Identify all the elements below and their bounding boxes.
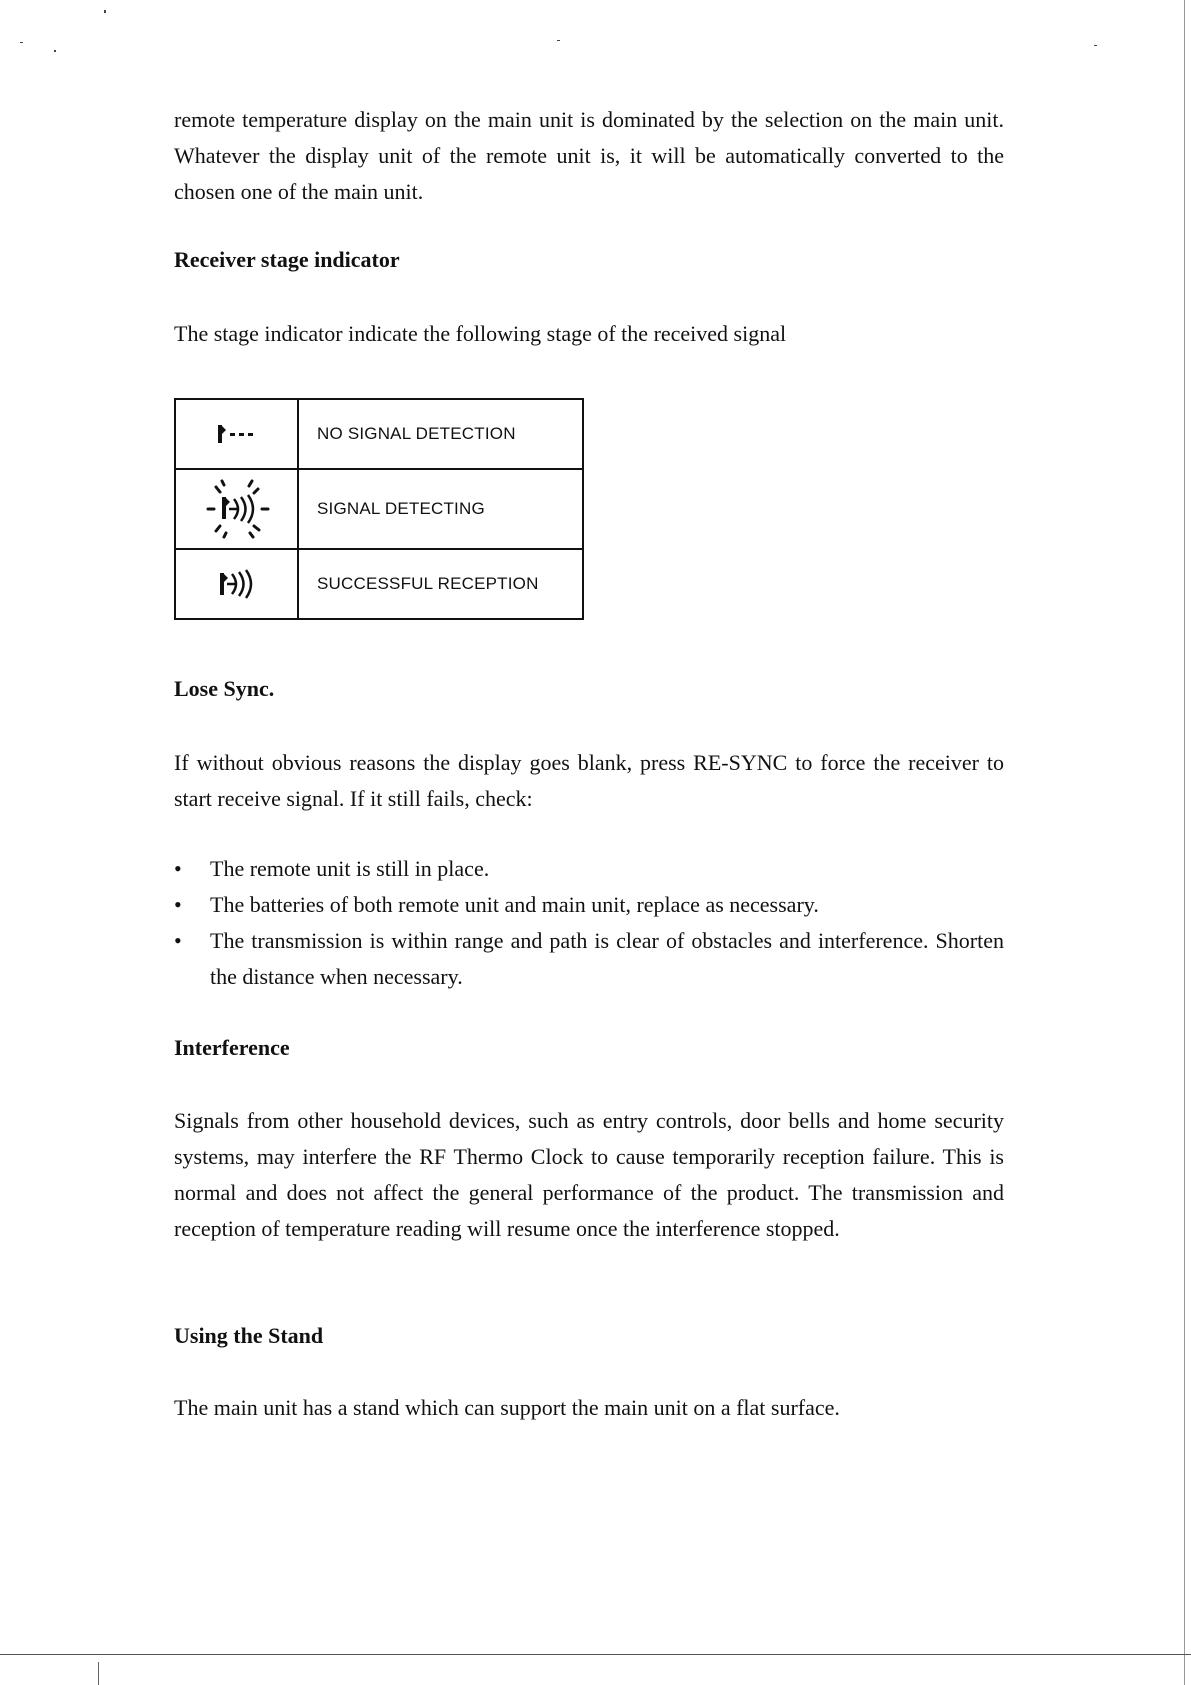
interference-heading: Interference (174, 1035, 290, 1060)
table-row (175, 469, 583, 549)
intro-paragraph: remote temperature display on the main unit is dominated by the selection on the main unit. Whatever the display unit of the remote unit is, it will be automatically converted to the chosen one of the main unit. (174, 107, 1004, 204)
no-signal-icon (176, 422, 297, 446)
stage-indicator-table (174, 398, 584, 620)
lose-sync-checklist (174, 851, 1004, 995)
signal-received-icon (176, 569, 297, 599)
signal-detecting-icon (176, 475, 297, 543)
stage-label: SUCCESSFUL RECEPTION (298, 549, 583, 619)
scan-speck (20, 42, 23, 43)
lose-sync-paragraph: If without obvious reasons the display goes blank, press RE-SYNC to force the receiver to start receive signal. If it still fails, check: (174, 750, 1004, 811)
scan-bottom-line (0, 1654, 1191, 1655)
list-item: • The transmission is within range and path is clear of obstacles and interference. Shorten the distance when necessary. (174, 923, 1004, 995)
stage-label: SIGNAL DETECTING (298, 469, 583, 549)
stage-label: NO SIGNAL DETECTION (298, 399, 583, 469)
stand-paragraph: The main unit has a stand which can support the main unit on a flat surface. (174, 1395, 840, 1420)
table-row (175, 399, 583, 469)
list-item: • The batteries of both remote unit and main unit, replace as necessary. (174, 887, 1004, 923)
interference-paragraph: Signals from other household devices, such as entry controls, door bells and home security systems, may interfere the RF Thermo Clock to cause temporarily reception failure. This is normal and does not affect the general performance of the product. The transmission and reception of temperature reading will resume once the interference stopped. (174, 1108, 1004, 1241)
scan-speck (1094, 45, 1097, 46)
stand-heading: Using the Stand (174, 1323, 324, 1348)
scan-edge-line (98, 1662, 99, 1685)
receiver-stage-description: The stage indicator indicate the following stage of the received signal (174, 321, 787, 346)
scan-edge-line (1184, 0, 1185, 1685)
scan-speck (557, 40, 560, 41)
receiver-stage-heading: Receiver stage indicator (174, 247, 400, 272)
lose-sync-heading: Lose Sync. (174, 676, 275, 701)
list-item: • The remote unit is still in place. (174, 851, 1004, 887)
scan-speck (104, 10, 106, 13)
scan-speck (54, 50, 56, 52)
table-row (175, 549, 583, 619)
